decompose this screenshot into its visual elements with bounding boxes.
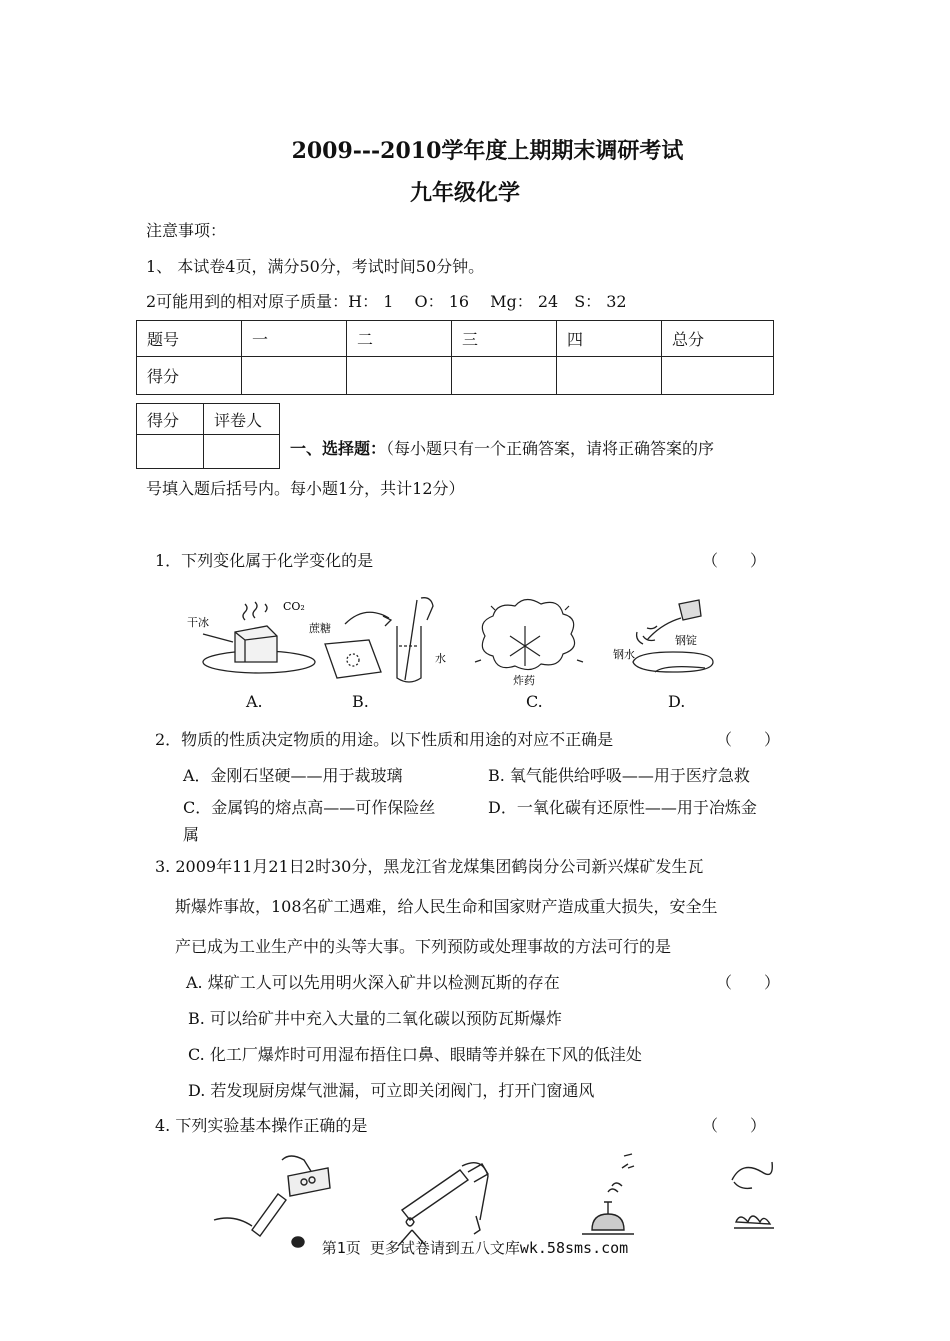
note-1: 1、 本试卷4页，满分50分，考试时间50分钟。 — [146, 257, 485, 276]
score-table-header-cell: 三 — [452, 321, 557, 357]
q2-option-c: C．金属钨的熔点高——可作保险丝 — [183, 798, 436, 817]
q4-answer-paren[interactable]: （ ） — [702, 1116, 767, 1135]
exam-subtitle: 九年级化学 — [409, 180, 520, 206]
score-table-header-cell: 二 — [347, 321, 452, 357]
notes-heading: 注意事项： — [146, 221, 227, 240]
adding-solid-illustration — [214, 1156, 330, 1247]
steel-casting-illustration — [633, 600, 713, 672]
q3-option-c: C. 化工厂爆炸时可用湿布捂住口鼻、眼睛等并躲在下风的低洼处 — [188, 1045, 642, 1064]
grader-name-cell — [204, 435, 280, 469]
hand-illustration — [732, 1162, 774, 1228]
q2-option-a: A．金刚石坚硬——用于裁玻璃 — [183, 766, 403, 785]
explosive-label: 炸药 — [513, 674, 535, 687]
grader-score-cell — [137, 435, 204, 469]
q1-answer-paren[interactable]: （ ） — [702, 551, 767, 570]
q2-option-d: D．一氧化碳有还原性——用于冶炼金 — [488, 798, 757, 817]
q4-figure — [212, 1150, 782, 1250]
q1-label-a: A. — [246, 692, 263, 711]
section-1-instruction: （每小题只有一个正确答案，请将正确答案的序 — [386, 439, 715, 458]
score-table-header-cell: 总分 — [662, 321, 774, 357]
grader-name-label: 评卷人 — [204, 404, 280, 435]
water-label: 水 — [435, 652, 446, 665]
exam-title: 2009---2010学年度上期期末调研考试 — [291, 138, 684, 164]
sugar-label: 蔗糖 — [309, 622, 331, 635]
score-cell — [557, 357, 662, 395]
section-1-title: 一、选择题： — [290, 439, 387, 458]
section-1-heading — [290, 436, 714, 459]
score-table — [136, 320, 774, 395]
q1-label-d: D. — [668, 692, 686, 711]
score-cell — [452, 357, 557, 395]
q3-stem-line1: 3. 2009年11月21日2时30分，黑龙江省龙煤集团鹤岗分公司新兴煤矿发生瓦 — [155, 857, 704, 876]
q3-stem-line3: 产已成为工业生产中的头等大事。下列预防或处理事故的方法可行的是 — [175, 937, 672, 956]
q1-figure — [185, 596, 715, 688]
co2-label: CO₂ — [283, 600, 305, 613]
q3-option-a: A. 煤矿工人可以先用明火深入矿井以检测瓦斯的存在 — [186, 973, 560, 992]
note-2: 2可能用到的相对原子质量：H： 1 O： 16 Mg： 24 S： 32 — [146, 292, 627, 311]
q2-stem: 2．物质的性质决定物质的用途。以下性质和用途的对应不正确是 — [155, 730, 614, 749]
molten-steel-label: 钢水 — [613, 648, 635, 661]
q3-answer-paren[interactable]: （ ） — [716, 973, 781, 992]
q3-option-d: D. 若发现厨房煤气泄漏，可立即关闭阀门，打开门窗通风 — [188, 1081, 595, 1100]
q4-stem: 4. 下列实验基本操作正确的是 — [155, 1116, 368, 1135]
heating-tube-illustration — [398, 1163, 488, 1246]
score-table-header-cell: 一 — [242, 321, 347, 357]
q3-option-b: B. 可以给矿井中充入大量的二氧化碳以预防瓦斯爆炸 — [188, 1009, 562, 1028]
score-cell — [347, 357, 452, 395]
sugar-dissolving-illustration — [325, 598, 433, 682]
q2-answer-paren[interactable]: （ ） — [716, 730, 781, 749]
q1-stem: 1．下列变化属于化学变化的是 — [155, 551, 374, 570]
score-cell — [242, 357, 347, 395]
score-table-header-cell: 题号 — [137, 321, 242, 357]
q2-option-d-cont: 属 — [183, 825, 200, 844]
grader-box — [136, 403, 280, 469]
q3-stem-line2: 斯爆炸事故，108名矿工遇难，给人民生命和国家财产造成重大损失，安全生 — [175, 897, 718, 916]
q1-label-b: B. — [352, 692, 369, 711]
section-1-instruction-cont: 号填入题后括号内。每小题1分，共计12分） — [146, 479, 465, 498]
explosion-illustration — [475, 599, 583, 669]
score-row-label: 得分 — [137, 357, 242, 395]
dry-ice-label: 干冰 — [187, 616, 209, 629]
q2-option-b: B. 氧气能供给呼吸——用于医疗急救 — [488, 766, 750, 785]
lighting-lamp-illustration — [582, 1154, 634, 1234]
page-footer: 第1页 更多试卷请到五八文库wk.58sms.com — [321, 1239, 629, 1257]
score-table-header-cell: 四 — [557, 321, 662, 357]
steel-ingot-label: 钢锭 — [675, 634, 697, 647]
q1-label-c: C. — [526, 692, 543, 711]
score-cell — [662, 357, 774, 395]
grader-score-label: 得分 — [137, 404, 204, 435]
